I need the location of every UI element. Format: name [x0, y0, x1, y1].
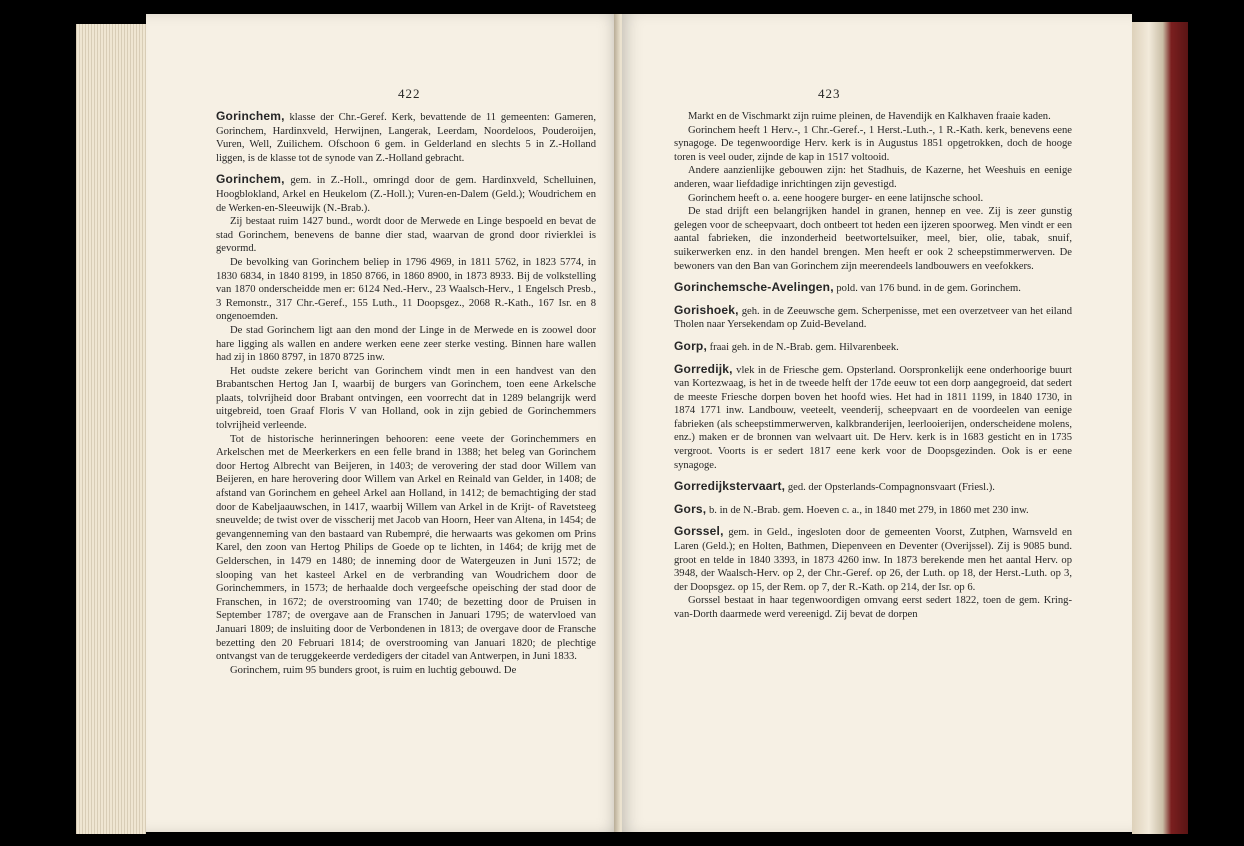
entry-headword: Gorinchemsche-Avelingen, — [674, 280, 834, 295]
entry-text: vlek in de Friesche gem. Opsterland. Oorspronkelijk eene onderhoorige buurt van Kortezwaag, is het in de tweede helft der 17de eeuw tot een dorp aangegroeid, dat sedert de meeste Friesche dorpen boven het hoofd wies. Het had in 1811 1199, in 1840 1730, in 1874 1771 inw. Landbouw, veeteelt, veenderij, scheepvaart en de voordeelen van eenige fabrieken (als scheepstimmerwerven, kalkbranderijen, leerlooierijen, onderscheidene molens, enz.) maken er de bronnen van welvaart uit. De Herv. kerk is in 1683 gesticht en in 1735 vergroot. Voorts is er sedert 1817 eene kerk voor de Doopsgezinden. Ook is er eene synagoge. — [674, 364, 1072, 471]
dictionary-entry — [216, 110, 596, 165]
paragraph — [216, 365, 596, 433]
entry-text: gem. in Geld., ingesloten door de gemeenten Voorst, Zutphen, Warnsveld en Laren (Geld.); en Holten, Bathmen, Diepenveen en Deventer (Overijssel). Zij is 9085 bund. groot en telde in 1840 3393, in 1873 4260 inw. In 1873 berekende men het aantal Herv. op 3948, der Waalsch-Herv. op 2, der Chr.-Geref. op 26, der Luth. op 18, der Herst.-Luth. op 3, der Doopsgez. op 15, der Rem. op 7, der R.-Kath. op 214, der Isr. op 6. — [674, 527, 1072, 593]
entry-headword: Gorishoek, — [674, 302, 739, 317]
entry-text: ged. der Opsterlands-Compagnonsvaart (Friesl.). — [785, 482, 995, 494]
dictionary-entry — [674, 363, 1072, 473]
paragraph — [216, 324, 596, 365]
book-page-edges-left — [76, 24, 146, 834]
book-page-edges-right — [1132, 22, 1188, 834]
entry-text: Tot de historische herinneringen behooren: eene veete der Gorinchemmers en Arkelschen met de Meerkerkers en een felle brand in 1388; het beleg van Gorinchem door Hertog Albrecht van Beijeren, in 1403; de verovering der stad door Willem van Beijeren, en hare herovering door Willem van Arkel en Reinald van Gelder, in 1408; de afstand van Gorinchem en geheel Arkel aan Holland, in 1412; de bemachtiging der stad door de Kabeljaauwschen, in 1417, waarbij Willem van Arkel in de Krijt- of Ravetsteeg sneuvelde; de twist over de visscherij met Jacob van Hoorn, Heer van Altena, in 1454; de gevangenneming van den bastaard van Rubempré, die herwaarts was gekomen om Prins Karel, den zoon van Hertog Philips de Goede op te lichten, in 1464; de krijg met de Gelderschen, in 1479 en 1480; de inneming door de Watergeuzen in Juni 1572; de slooping van het kasteel Arkel en de verbranding van Woudrichem door de Gorinchemmers, in 1573; de herhaalde doch vergeefsche opeisching der stad door de Franschen, in 1672; de overstrooming van 1740; de bezetting door de Pruisen in September 1787; de overgave aan de Franschen in Januari 1795; de watervloed van Januari 1809; de insluiting door de Verbondenen in 1813; de overgave door de Fransche bezetting den 20 Februari 1814; de overstrooming van Januari 1820; de plechtige ontvangst van de teruggekeerde verdedigers der citadel van Antwerpen, in Juni 1833. — [216, 433, 596, 663]
entry-text: Gorinchem heeft 1 Herv.-, 1 Chr.-Geref.-, 1 Herst.-Luth.-, 1 R.-Kath. kerk, benevens eene synagoge. De tegenwoordige Herv. kerk is in Augustus 1851 opgetrokken, doch de hooge toren is veel ouder, zijnde de kap in 1517 voltooid. — [674, 124, 1072, 163]
entry-text: fraai geh. in de N.-Brab. gem. Hilvarenbeek. — [707, 341, 899, 353]
paragraph — [674, 594, 1072, 621]
paragraph — [674, 164, 1072, 191]
entry-text: b. in de N.-Brab. gem. Hoeven c. a., in 1840 met 279, in 1860 met 230 inw. — [706, 504, 1029, 516]
left-page — [146, 14, 620, 832]
entry-headword: Gors, — [674, 501, 707, 516]
entry-text: Gorinchem heeft o. a. eene hoogere burger- en eene latijnsche school. — [688, 192, 984, 204]
paragraph — [674, 205, 1072, 273]
entry-text: Zij bestaat ruim 1427 bund., wordt door de Merwede en Linge bespoeld en bevat de stad Gorinchem, benevens de banne dier stad, waarvan de grond door rivierklei is gevormd. — [216, 216, 596, 255]
entry-text: pold. van 176 bund. in de gem. Gorinchem. — [833, 283, 1021, 295]
dictionary-entry — [674, 340, 1072, 355]
entry-text: gem. in Z.-Holl., omringd door de gem. Hardinxveld, Schelluinen, Hoogblokland, Arkel en Heukelom (Z.-Holl.); Vuren-en-Dalem (Geld.); Woudrichem en de Werken-en-Sleeuwijk (N.-Brab.). — [216, 175, 596, 214]
entry-headword: Gorredijkstervaart, — [674, 479, 786, 494]
right-page — [622, 14, 1132, 832]
entry-text: Markt en de Vischmarkt zijn ruime pleinen, de Havendijk en Kalkhaven fraaie kaden. — [688, 111, 1051, 122]
entry-headword: Gorssel, — [674, 524, 724, 539]
paragraph — [216, 433, 596, 664]
dictionary-entry — [674, 525, 1072, 594]
entry-headword: Gorp, — [674, 338, 707, 353]
paragraph — [674, 124, 1072, 165]
page-number: 422 — [398, 86, 421, 101]
entry-text: Gorinchem, ruim 95 bunders groot, is ruim en luchtig gebouwd. De — [230, 664, 517, 676]
entry-text: geh. in de Zeeuwsche gem. Scherpenisse, met een overzetveer van het eiland Tholen naar Yersekendam op Zuid-Beveland. — [674, 305, 1072, 331]
dictionary-entry — [674, 503, 1072, 518]
entry-text: Het oudste zekere bericht van Gorinchem vindt men in een handvest van den Brabantschen Hertog Jan I, waarbij de burgers van Gorinchem, toen eene Arkelsche plaats, tolvrijheid door Brabant ontvingen, een voorrecht dat in 1289 belangrijk werd uitgebreid, toen Graaf Floris V van Holland, ook in zijn gebied de Gorinchemmers tolvrijheid verleende. — [216, 365, 596, 432]
entry-headword: Gorinchem, — [216, 109, 285, 123]
page-text — [216, 110, 596, 677]
entry-headword: Gorinchem, — [216, 172, 285, 187]
entry-text: klasse der Chr.-Geref. Kerk, bevattende de 11 gemeenten: Gameren, Gorinchem, Hardinxveld, Herwijnen, Langerak, Leerdam, Noordeloos, Pouderoijen, Vuren, Well, Zuilichem. Ofschoon 6 gem. in Gelderland en slechts 5 in Z.-Holland liggen, is de klasse tot de synode van Z.-Holland gebracht. — [216, 112, 596, 164]
paragraph — [674, 110, 1072, 124]
entry-text: De stad Gorinchem ligt aan den mond der Linge in de Merwede en is zoowel door hare ligging als wallen en andere werken eene zeer sterke vesting. Binnen hare wallen had zij in 1860 8797, in 1870 8725 inw. — [216, 324, 596, 364]
page-number: 423 — [818, 86, 841, 101]
entry-text: Gorssel bestaat in haar tegenwoordigen omvang eerst sedert 1822, toen de gem. Kring-van-Dorth daarmede werd vereenigd. Zij bevat de dorpen — [674, 595, 1072, 620]
paragraph — [216, 664, 596, 678]
dictionary-entry — [674, 480, 1072, 495]
paragraph — [674, 192, 1072, 206]
entry-text: Andere aanzienlijke gebouwen zijn: het Stadhuis, de Kazerne, het Weeshuis en eenige anderen, waar liefdadige inrichtingen zijn gevestigd. — [674, 165, 1072, 190]
entry-text: De bevolking van Gorinchem beliep in 1796 4969, in 1811 5762, in 1823 5774, in 1830 6834, in 1840 8199, in 1850 8766, in 1860 8900, in 1873 8933. Bij de volkstelling van 1870 onderscheidde men er: 6124 Ned.-Herv., 23 Waalsch-Herv., 1 Engelsch Presb., 3 Remonstr., 317 Chr.-Geref., 155 Luth., 11 Doopsgez., 2068 R.-Kath., 167 Isr. en 8 ongenoemden. — [216, 256, 596, 323]
dictionary-entry — [674, 304, 1072, 332]
entry-text: De stad drijft een belangrijken handel in granen, hennep en vee. Zij is zeer gunstig gelegen voor de scheepvaart, doch ontbeert tot heden een ijzeren spoorweg. Men vindt er een aantal fabrieken, die inzonderheid beetwortelsuiker, meel, bier, olie, tabak, snuif, suikerwerken enz. in den handel brengen. Men heeft er ook 2 scheepstimmerwerven. De bewoners van den Ban van Gorinchem zijn meerendeels landbouwers en veefokkers. — [674, 206, 1072, 272]
paragraph — [216, 256, 596, 324]
page-text — [674, 110, 1072, 622]
dictionary-entry — [674, 281, 1072, 296]
paragraph — [216, 215, 596, 256]
dictionary-entry — [216, 173, 596, 215]
entry-headword: Gorredijk, — [674, 361, 733, 376]
